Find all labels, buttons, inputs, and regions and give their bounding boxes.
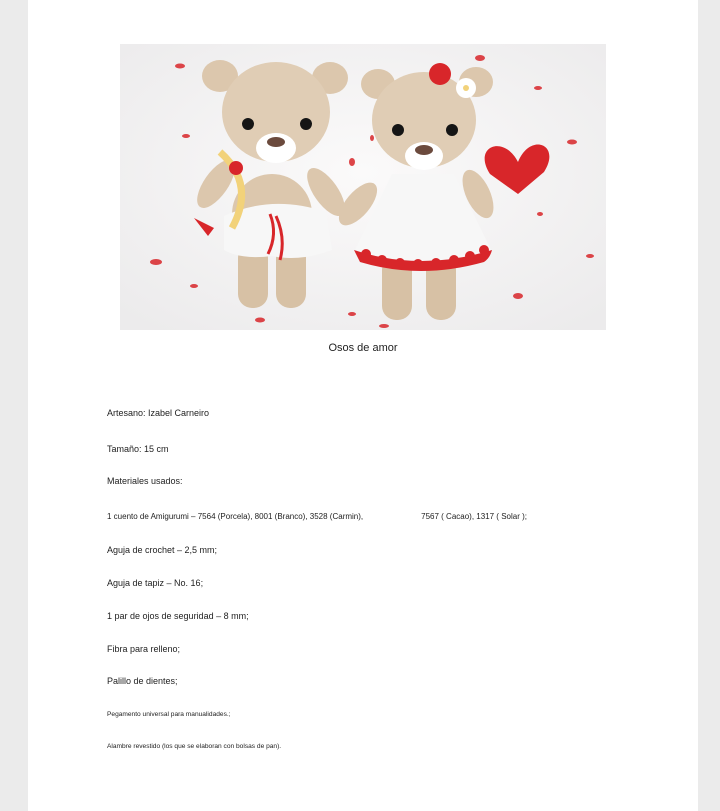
yarn-colors-part-2: 7567 ( Cacao), 1317 ( Solar );: [421, 512, 527, 521]
materials-heading: Materiales usados:: [107, 476, 183, 486]
yarn-colors-part-1: 1 cuento de Amigurumi – 7564 (Porcela), 8001 (Branco), 3528 (Carmin),: [107, 512, 364, 521]
document-page: [28, 0, 698, 811]
yarn-line: [107, 512, 527, 521]
wire-line: Alambre revestido (los que se elaboran con bolsas de pan).: [107, 743, 282, 750]
size-line: Tamaño: 15 cm: [107, 444, 169, 454]
toothpick-line: Palillo de dientes;: [107, 676, 178, 686]
tapestry-needle-line: Aguja de tapiz – No. 16;: [107, 578, 204, 588]
photo-caption: Osos de amor: [328, 342, 398, 354]
artisan-line: Artesano: Izabel Carneiro: [107, 408, 210, 418]
crochet-hook-line: Aguja de crochet – 2,5 mm;: [107, 545, 218, 555]
amigurumi-bears-photo: [120, 44, 606, 330]
stuffing-line: Fibra para relleno;: [107, 644, 181, 654]
safety-eyes-line: 1 par de ojos de seguridad – 8 mm;: [107, 611, 249, 621]
glue-line: Pegamento universal para manualidades.;: [107, 711, 231, 718]
